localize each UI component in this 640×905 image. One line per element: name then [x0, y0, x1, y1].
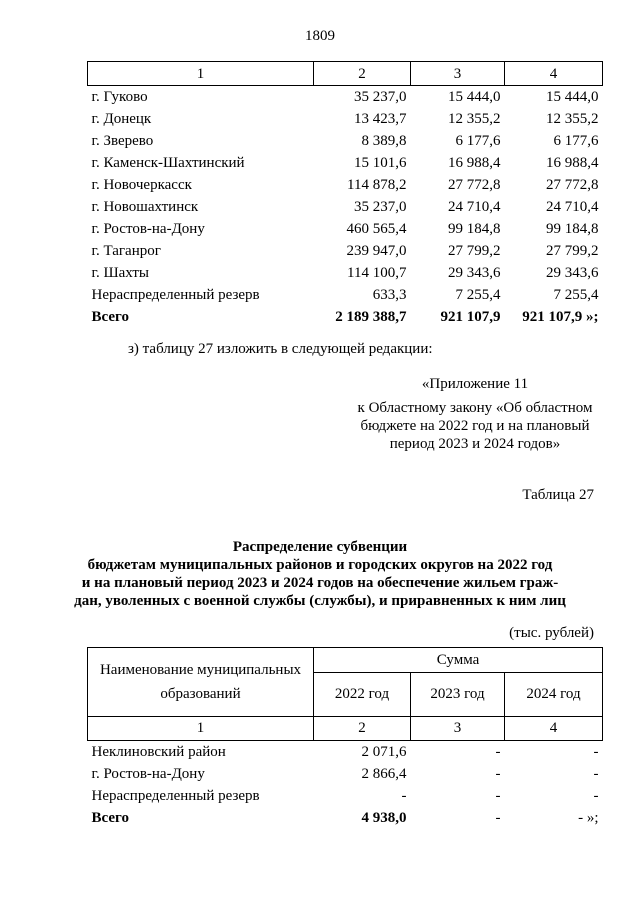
value-2022: 35 237,0 — [354, 199, 407, 215]
value-2024: 99 184,8 — [546, 221, 599, 237]
table-row — [88, 86, 603, 109]
page-number: 1809 — [305, 28, 335, 44]
table-row — [88, 174, 603, 196]
value-2023: 6 177,6 — [455, 133, 501, 149]
total-label: Всего — [91, 810, 129, 826]
value-2022: 8 389,8 — [361, 133, 407, 149]
row-name: г. Каменск-Шахтинский — [91, 155, 245, 171]
table-row — [88, 284, 603, 306]
column-header-year: 2023 год — [411, 673, 505, 717]
row-name: г. Новочеркасск — [91, 177, 192, 193]
value-2024: 15 444,0 — [546, 89, 599, 105]
value-2023: 16 988,4 — [448, 155, 501, 171]
table-row — [88, 262, 603, 284]
value-2023: - — [495, 788, 501, 804]
value-2022: 114 878,2 — [347, 177, 407, 193]
appendix-line: к Областному закону «Об областном — [357, 400, 593, 416]
value-2023: 24 710,4 — [448, 199, 501, 215]
row-name: г. Ростов-на-Дону — [91, 221, 205, 237]
value-2023: 99 184,8 — [448, 221, 501, 237]
value-2024: 16 988,4 — [546, 155, 599, 171]
value-2024: 27 799,2 — [546, 243, 599, 259]
row-name: Нераспределенный резерв — [91, 287, 260, 303]
total-2024: 921 107,9 »; — [522, 309, 599, 325]
value-2023: 12 355,2 — [448, 111, 501, 127]
row-name: Неклиновский район — [91, 744, 226, 760]
value-2023: 27 799,2 — [448, 243, 501, 259]
column-number: 2 — [314, 62, 411, 86]
table-row — [88, 108, 603, 130]
row-name: г. Зверево — [91, 133, 154, 149]
value-2024: - — [593, 744, 599, 760]
column-number: 3 — [411, 717, 505, 741]
appendix-line: бюджете на 2022 год и на плановый — [360, 418, 590, 434]
value-2024: 24 710,4 — [546, 199, 599, 215]
heading-line: дан, уволенных с военной службы (службы), и приравненных к ним лиц — [74, 593, 566, 609]
value-2023: 27 772,8 — [448, 177, 501, 193]
value-2024: - — [593, 766, 599, 782]
column-header-sum: Сумма — [314, 648, 603, 673]
value-2023: - — [495, 744, 501, 760]
heading-line: бюджетам муниципальных районов и городских округов на 2022 год — [87, 557, 553, 573]
column-number: 2 — [314, 717, 411, 741]
row-name: г. Донецк — [91, 111, 152, 127]
table-row — [88, 763, 603, 785]
row-name: г. Ростов-на-Дону — [91, 766, 205, 782]
table-row — [88, 152, 603, 174]
total-row — [88, 306, 603, 328]
column-header-name: Наименование муниципальных образований — [88, 648, 314, 717]
column-header-year: 2022 год — [314, 673, 411, 717]
value-2023: - — [495, 766, 501, 782]
value-2022: 633,3 — [372, 287, 407, 303]
table-row — [88, 196, 603, 218]
value-2024: 29 343,6 — [546, 265, 599, 281]
table-row — [88, 240, 603, 262]
heading-line: и на плановый период 2023 и 2024 годов на обеспечение жильем граж- — [81, 575, 559, 591]
column-number: 4 — [505, 62, 603, 86]
table-row — [88, 130, 603, 152]
units-label: (тыс. рублей) — [509, 625, 594, 641]
row-name: Нераспределенный резерв — [91, 788, 260, 804]
table-label: Таблица 27 — [522, 487, 594, 503]
value-2024: - — [593, 788, 599, 804]
column-number: 1 — [88, 62, 314, 86]
value-2023: 7 255,4 — [455, 287, 501, 303]
row-name: г. Таганрог — [91, 243, 161, 259]
heading-line: Распределение субвенции — [232, 539, 408, 555]
value-2022: 2 071,6 — [361, 744, 407, 760]
appendix-line: период 2023 и 2024 годов» — [389, 436, 561, 452]
amendment-instruction: з) таблицу 27 изложить в следующей редакции: — [128, 341, 433, 357]
column-number: 3 — [411, 62, 505, 86]
table-row — [88, 218, 603, 240]
total-2024: - »; — [578, 810, 599, 826]
table-row — [88, 785, 603, 807]
value-2022: 239 947,0 — [346, 243, 407, 259]
row-name: г. Гуково — [91, 89, 148, 105]
column-header-year: 2024 год — [505, 673, 603, 717]
value-2024: 7 255,4 — [553, 287, 599, 303]
value-2022: 15 101,6 — [354, 155, 407, 171]
column-number-row — [88, 717, 603, 741]
value-2022: 114 100,7 — [347, 265, 407, 281]
value-2022: - — [401, 788, 407, 804]
column-number: 4 — [505, 717, 603, 741]
value-2024: 12 355,2 — [546, 111, 599, 127]
total-label: Всего — [91, 309, 129, 325]
row-name: г. Шахты — [91, 265, 150, 281]
table-row — [88, 741, 603, 764]
table-27 — [87, 647, 603, 829]
value-2023: 15 444,0 — [448, 89, 501, 105]
value-2024: 27 772,8 — [546, 177, 599, 193]
value-2022: 2 866,4 — [361, 766, 407, 782]
table-subsidy-continued — [87, 61, 603, 328]
total-2023: 921 107,9 — [440, 309, 501, 325]
table-header-row — [88, 62, 603, 86]
total-2023: - — [495, 810, 501, 826]
value-2022: 13 423,7 — [354, 111, 407, 127]
row-name: г. Новошахтинск — [91, 199, 199, 215]
column-number: 1 — [88, 717, 314, 741]
value-2024: 6 177,6 — [553, 133, 599, 149]
appendix-title: «Приложение 11 — [421, 376, 529, 392]
total-row — [88, 807, 603, 829]
value-2023: 29 343,6 — [448, 265, 501, 281]
total-2022: 4 938,0 — [361, 810, 407, 826]
value-2022: 460 565,4 — [346, 221, 407, 237]
total-2022: 2 189 388,7 — [335, 309, 407, 325]
value-2022: 35 237,0 — [354, 89, 407, 105]
